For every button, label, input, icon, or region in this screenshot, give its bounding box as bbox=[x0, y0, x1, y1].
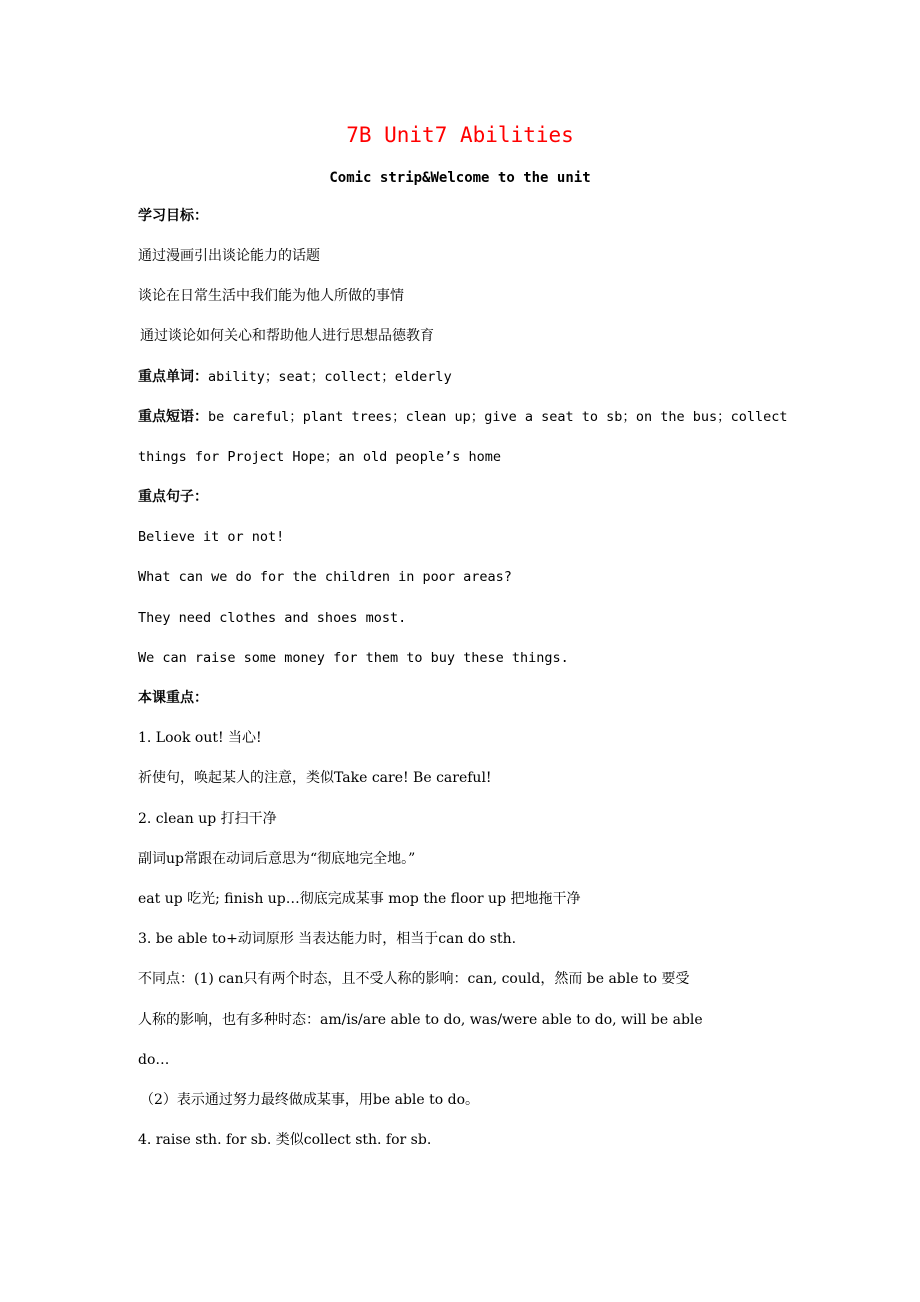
objective-item: 通过谈论如何关心和帮助他人进行思想品德教育 bbox=[140, 328, 434, 344]
key-point-line: 副词up常跟在动词后意思为“彻底地完全地。” bbox=[138, 851, 416, 867]
key-words-text: ability；seat；collect；elderly bbox=[208, 369, 452, 385]
objective-item: 谈论在日常生活中我们能为他人所做的事情 bbox=[138, 288, 404, 304]
key-sentence: We can raise some money for them to buy these things. bbox=[138, 650, 569, 666]
key-sentences-heading: 重点句子： bbox=[138, 489, 208, 505]
key-point-line: （2）表示通过努力最终做成某事，用be able to do。 bbox=[140, 1092, 480, 1108]
key-words-label: 重点单词： bbox=[138, 369, 208, 385]
key-point-line: 人称的影响，也有多种时态：am/is/are able to do, was/were able to do, will be able bbox=[138, 1012, 703, 1028]
key-point-line: 2. clean up 打扫干净 bbox=[138, 811, 277, 827]
key-point-line: 1. Look out! 当心! bbox=[138, 730, 262, 746]
key-point-line: 3. be able to+动词原形 当表达能力时，相当于can do sth. bbox=[138, 931, 517, 947]
key-words-line bbox=[138, 366, 452, 388]
objectives-heading: 学习目标： bbox=[138, 208, 208, 224]
key-phrases-label: 重点短语： bbox=[138, 409, 208, 425]
key-phrases-line bbox=[138, 406, 788, 428]
document-subtitle: Comic strip&Welcome to the unit bbox=[329, 170, 591, 186]
key-point-line: do… bbox=[138, 1052, 170, 1068]
objective-item: 通过漫画引出谈论能力的话题 bbox=[138, 248, 320, 264]
key-sentence: What can we do for the children in poor areas? bbox=[138, 569, 512, 585]
key-point-line: 不同点：(1) can只有两个时态，且不受人称的影响：can, could，然而 be able to 要受 bbox=[138, 971, 690, 987]
key-phrases-continuation: things for Project Hope；an old people’s home bbox=[138, 449, 501, 465]
key-point-line: 祈使句，唤起某人的注意，类似Take care! Be careful! bbox=[138, 770, 492, 786]
document-title: 7B Unit7 Abilities bbox=[346, 123, 574, 147]
key-sentence: Believe it or not! bbox=[138, 529, 285, 545]
key-phrases-text: be careful；plant trees；clean up；give a seat to sb；on the bus；collect bbox=[208, 409, 788, 425]
key-point-line: 4. raise sth. for sb. 类似collect sth. for sb. bbox=[138, 1132, 432, 1148]
key-point-line: eat up 吃光; finish up…彻底完成某事 mop the floor up 把地拖干净 bbox=[138, 891, 581, 907]
key-points-heading: 本课重点： bbox=[138, 690, 208, 706]
key-sentence: They need clothes and shoes most. bbox=[138, 610, 407, 626]
